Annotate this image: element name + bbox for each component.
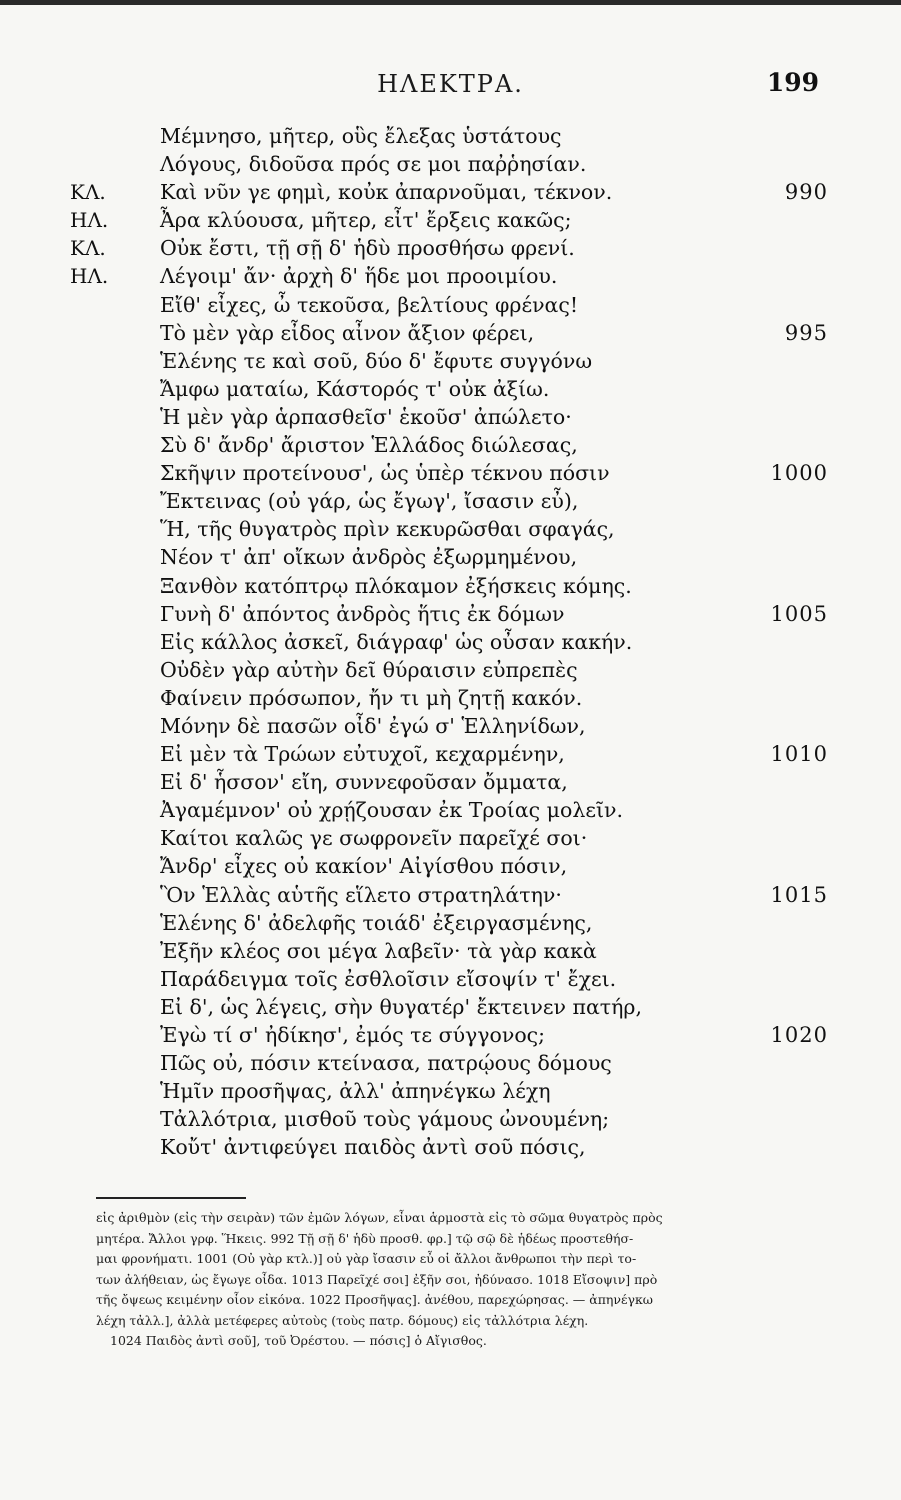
footnote-line: των ἀλήθειαν, ὡς ἔγωγε οἶδα. 1013 Παρεῖχέ σοι] ἐξῆν σοι, ἠδύνασο. 1018 Εἴσοψιν] πρὸ	[96, 1271, 658, 1287]
verse-text: Ἡμῖν προσῆψας, ἀλλ' ἀπηνέγκω λέχη	[160, 1079, 551, 1104]
verse-line	[70, 1021, 830, 1049]
verse-line	[70, 403, 830, 431]
verse-text: Ἡ μὲν γὰρ ἁρπασθεῖσ' ἑκοῦσ' ἀπώλετο·	[160, 404, 572, 429]
footnote-line: εἰς ἀριθμὸν (εἰς τὴν σειρὰν) τῶν ἐμῶν λόγων, εἶναι ἁρμοστὰ εἰς τὸ σῶμα θυγατρὸς πρὸς	[96, 1210, 663, 1225]
verse-text: Ξανθὸν κατόπτρῳ πλόκαμον ἐξήσκεις κόμης.	[160, 573, 632, 598]
verse-text: Κοὔτ' ἀντιφεύγει παιδὸς ἀντὶ σοῦ πόσις,	[160, 1135, 586, 1160]
verse-line	[70, 600, 830, 628]
verse-text: Ὃν Ἑλλὰς αὑτῆς εἵλετο στρατηλάτην·	[160, 882, 562, 907]
verse-line	[70, 459, 830, 487]
verse-line	[70, 796, 830, 824]
footnote-line: τῆς ὄψεως κειμένην οἷον εἰκόνα. 1022 Προσῆψας]. ἀνέθου, παρεχώρησας. — ἀπηνέγκω	[96, 1292, 653, 1307]
speaker-label: ΚΛ.	[70, 180, 106, 205]
footnote-line: λέχη τἀλλ.], ἀλλὰ μετέφερες αὐτοὺς (τοὺς πατρ. δόμους) εἰς τἀλλότρια λέχη.	[96, 1312, 589, 1328]
verse-text: Ἥ, τῆς θυγατρὸς πρὶν κεκυρῶσθαι σφαγάς,	[160, 517, 615, 542]
verse-text: Ἄνδρ' εἶχες οὐ κακίον' Αἰγίσθου πόσιν,	[160, 854, 568, 879]
verse-text: Εἰ δ', ὡς λέγεις, σὴν θυγατέρ' ἔκτεινεν πατήρ,	[160, 994, 642, 1019]
verse-text: Ἆρα κλύουσα, μῆτερ, εἶτ' ἔρξεις κακῶς;	[160, 208, 572, 233]
verse-line	[70, 824, 830, 852]
line-number: 1010	[770, 742, 828, 767]
verse-line	[70, 150, 830, 178]
verse-line	[70, 431, 830, 459]
verse-line	[70, 656, 830, 684]
verse-line	[70, 234, 830, 262]
verse-line	[70, 291, 830, 319]
verse-text: Ἐξῆν κλέος σοι μέγα λαβεῖν· τὰ γὰρ κακὰ	[160, 938, 597, 963]
verse-text: Λέγοιμ' ἄν· ἀρχὴ δ' ἥδε μοι προοιμίου.	[160, 264, 558, 289]
verse-text: Καὶ νῦν γε φημὶ, κοὐκ ἀπαρνοῦμαι, τέκνον.	[160, 180, 613, 205]
verse-line	[70, 1133, 830, 1161]
verse-line	[70, 852, 830, 880]
verse-line	[70, 1049, 830, 1077]
line-number: 1015	[770, 882, 828, 907]
verse-line	[70, 768, 830, 796]
verse-line	[70, 319, 830, 347]
verse-text: Σὺ δ' ἄνδρ' ἄριστον Ἑλλάδος διώλεσας,	[160, 433, 578, 458]
verse-line	[70, 993, 830, 1021]
verse-line	[70, 712, 830, 740]
verse-line	[70, 572, 830, 600]
line-number: 995	[784, 320, 828, 345]
verse-text: Ἑλένης τε καὶ σοῦ, δύο δ' ἔφυτε συγγόνω	[160, 348, 593, 373]
verse-text: Μέμνησο, μῆτερ, οὓς ἔλεξας ὑστάτους	[160, 124, 562, 148]
verse-text: Οὐκ ἔστι, τῇ σῇ δ' ἡδὺ προσθήσω φρενί.	[160, 236, 575, 261]
verse-line	[70, 543, 830, 571]
verse-text: Λόγους, διδοῦσα πρός σε μοι παῤῥησίαν.	[160, 152, 587, 177]
line-number: 1000	[770, 461, 828, 486]
verse-text: Εἴθ' εἶχες, ὦ τεκοῦσα, βελτίους φρένας!	[160, 292, 579, 317]
verse-text: Ἑλένης δ' ἀδελφῆς τοιάδ' ἐξειργασμένης,	[160, 910, 593, 935]
verse-line	[70, 515, 830, 543]
footnote-line: μαι φρονήματι. 1001 (Οὐ γὰρ κτλ.)] οὐ γὰρ ἴσασιν εὖ οἱ ἄλλοι ἄνθρωποι τὴν περὶ το-	[96, 1251, 637, 1266]
verse-line	[70, 122, 830, 150]
verse-text: Νέον τ' ἀπ' οἴκων ἀνδρὸς ἐξωρμημένου,	[160, 545, 578, 570]
verse-text: Τἀλλότρια, μισθοῦ τοὺς γάμους ὠνουμένη;	[160, 1107, 610, 1132]
verse-line	[70, 487, 830, 515]
verse-text: Εἰς κάλλος ἀσκεῖ, διάγραφ' ὡς οὖσαν κακήν.	[160, 629, 633, 654]
verse-text: Ἐγὼ τί σ' ἠδίκησ', ἐμός τε σύγγονος;	[160, 1023, 546, 1047]
verse-text: Καίτοι καλῶς γε σωφρονεῖν παρεῖχέ σοι·	[160, 826, 588, 851]
footnotes-block	[96, 1208, 831, 1352]
verse-line	[70, 178, 830, 206]
verse-text: Φαίνειν πρόσωπον, ἤν τι μὴ ζητῇ κακόν.	[160, 685, 583, 710]
verse-text: Μόνην δὲ πασῶν οἶδ' ἐγώ σ' Ἑλληνίδων,	[160, 713, 586, 738]
footnote-divider	[96, 1197, 246, 1199]
verse-text: Ἀγαμέμνον' οὐ χρῄζουσαν ἐκ Τροίας μολεῖν.	[160, 798, 623, 823]
speaker-label: ΚΛ.	[70, 236, 106, 261]
verse-text: Τὸ μὲν γὰρ εἶδος αἶνον ἄξιον φέρει,	[160, 320, 535, 345]
verse-line	[70, 206, 830, 234]
top-border-rule	[0, 0, 901, 5]
verse-line	[70, 375, 830, 403]
verse-line	[70, 684, 830, 712]
footnote-line: 1024 Παιδὸς ἀντὶ σοῦ], τοῦ Ὀρέστου. — πόσις] ὁ Αἴγισθος.	[110, 1333, 487, 1348]
running-title: ΗΛΕΚΤΡΑ.	[377, 70, 524, 98]
verse-text: Γυνὴ δ' ἀπόντος ἀνδρὸς ἥτις ἐκ δόμων	[160, 601, 565, 626]
verse-line	[70, 347, 830, 375]
verse-line	[70, 1077, 830, 1105]
page-number: 199	[766, 68, 819, 97]
verse-line	[70, 628, 830, 656]
speaker-label: ΗΛ.	[70, 208, 109, 233]
verse-text: Ἄμφω ματαίω, Κάστορός τ' οὐκ ἀξίω.	[160, 376, 550, 401]
verse-text: Ἔκτεινας (οὐ γάρ, ὡς ἔγωγ', ἴσασιν εὖ),	[160, 489, 579, 514]
verse-text-block	[70, 122, 830, 1161]
verse-line	[70, 262, 830, 290]
verse-line	[70, 1105, 830, 1133]
footnote-line: μητέρα. Ἄλλοι γρφ. Ἥκεις. 992 Τῇ σῇ δ' ἡδὺ προσθ. φρ.] τῷ σῷ δὲ ἡδέως προστεθήσ-	[96, 1230, 634, 1246]
verse-text: Παράδειγμα τοῖς ἐσθλοῖσιν εἴσοψίν τ' ἔχει.	[160, 966, 617, 991]
speaker-label: ΗΛ.	[70, 264, 109, 289]
verse-line	[70, 965, 830, 993]
verse-line	[70, 937, 830, 965]
verse-line	[70, 909, 830, 937]
line-number: 990	[784, 180, 828, 205]
verse-text: Οὐδὲν γὰρ αὐτὴν δεῖ θύραισιν εὐπρεπὲς	[160, 657, 578, 682]
verse-text: Εἰ δ' ἧσσον' εἴη, συννεφοῦσαν ὄμματα,	[160, 770, 568, 795]
line-number: 1020	[770, 1023, 828, 1047]
line-number: 1005	[770, 601, 828, 626]
verse-text: Πῶς οὐ, πόσιν κτείνασα, πατρῴους δόμους	[160, 1051, 612, 1076]
verse-line	[70, 881, 830, 909]
verse-line	[70, 740, 830, 768]
verse-text: Εἰ μὲν τὰ Τρώων εὐτυχοῖ, κεχαρμένην,	[160, 742, 565, 767]
verse-text: Σκῆψιν προτείνουσ', ὡς ὑπὲρ τέκνου πόσιν	[160, 461, 610, 486]
